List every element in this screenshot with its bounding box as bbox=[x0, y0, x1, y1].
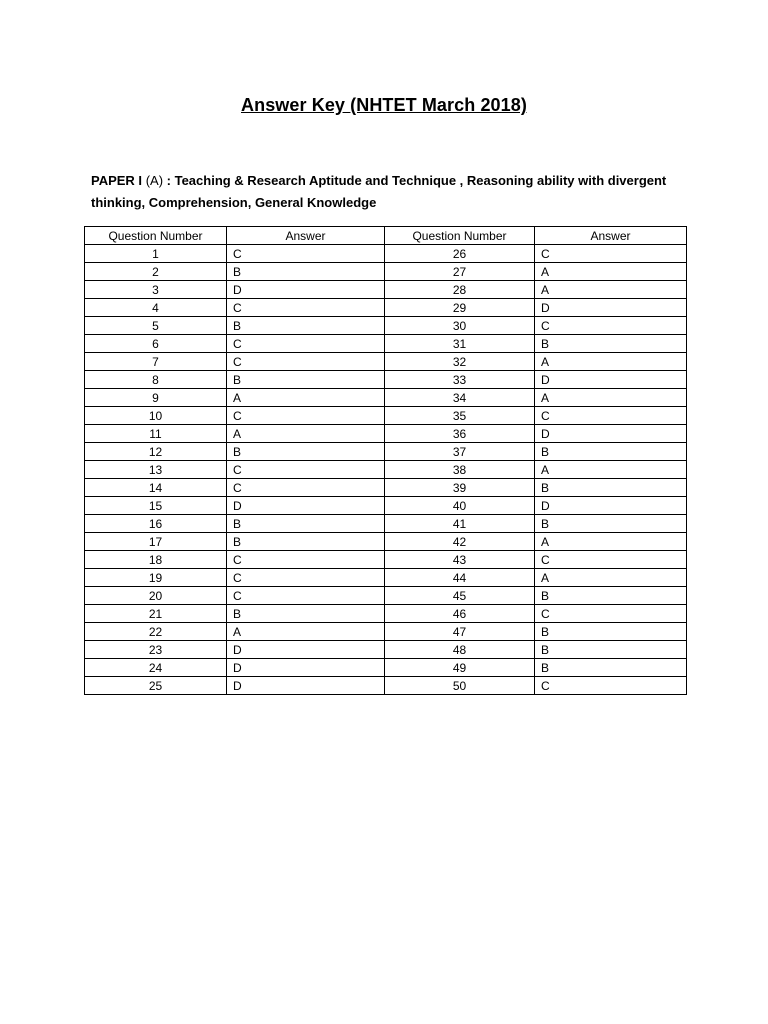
question-number-cell: 50 bbox=[385, 677, 535, 695]
table-row bbox=[85, 605, 687, 623]
answer-cell: D bbox=[535, 299, 687, 317]
paper-heading bbox=[91, 170, 691, 214]
answer-cell: B bbox=[535, 641, 687, 659]
table-row bbox=[85, 443, 687, 461]
paper-description: : Teaching & Research Aptitude and Technique , Reasoning ability with divergent thinking, Comprehension, General Knowledge bbox=[91, 173, 667, 210]
header-question-number-1: Question Number bbox=[85, 227, 227, 245]
answer-cell: A bbox=[535, 353, 687, 371]
answer-cell: C bbox=[535, 407, 687, 425]
table-row bbox=[85, 461, 687, 479]
question-number-cell: 49 bbox=[385, 659, 535, 677]
answer-cell: D bbox=[535, 497, 687, 515]
table-row bbox=[85, 371, 687, 389]
header-answer-1: Answer bbox=[227, 227, 385, 245]
answer-cell: D bbox=[227, 659, 385, 677]
table-row bbox=[85, 407, 687, 425]
question-number-cell: 43 bbox=[385, 551, 535, 569]
question-number-cell: 12 bbox=[85, 443, 227, 461]
answer-cell: B bbox=[227, 515, 385, 533]
answer-cell: A bbox=[227, 623, 385, 641]
answer-cell: C bbox=[227, 551, 385, 569]
question-number-cell: 46 bbox=[385, 605, 535, 623]
table-row bbox=[85, 281, 687, 299]
answer-key-table bbox=[84, 226, 687, 695]
question-number-cell: 24 bbox=[85, 659, 227, 677]
question-number-cell: 41 bbox=[385, 515, 535, 533]
table-row bbox=[85, 425, 687, 443]
table-row bbox=[85, 245, 687, 263]
table-row bbox=[85, 335, 687, 353]
question-number-cell: 47 bbox=[385, 623, 535, 641]
table-row bbox=[85, 317, 687, 335]
table-header-row bbox=[85, 227, 687, 245]
question-number-cell: 34 bbox=[385, 389, 535, 407]
table-row bbox=[85, 677, 687, 695]
question-number-cell: 6 bbox=[85, 335, 227, 353]
answer-cell: D bbox=[227, 281, 385, 299]
header-answer-2: Answer bbox=[535, 227, 687, 245]
answer-cell: B bbox=[535, 335, 687, 353]
table-row bbox=[85, 389, 687, 407]
question-number-cell: 17 bbox=[85, 533, 227, 551]
answer-cell: A bbox=[535, 533, 687, 551]
question-number-cell: 8 bbox=[85, 371, 227, 389]
answer-cell: C bbox=[227, 353, 385, 371]
question-number-cell: 11 bbox=[85, 425, 227, 443]
table-row bbox=[85, 551, 687, 569]
question-number-cell: 21 bbox=[85, 605, 227, 623]
table-row bbox=[85, 569, 687, 587]
answer-cell: C bbox=[535, 677, 687, 695]
table-row bbox=[85, 587, 687, 605]
question-number-cell: 5 bbox=[85, 317, 227, 335]
answer-cell: B bbox=[535, 443, 687, 461]
question-number-cell: 27 bbox=[385, 263, 535, 281]
answer-cell: C bbox=[227, 245, 385, 263]
question-number-cell: 10 bbox=[85, 407, 227, 425]
answer-cell: A bbox=[535, 389, 687, 407]
answer-cell: C bbox=[227, 335, 385, 353]
question-number-cell: 36 bbox=[385, 425, 535, 443]
question-number-cell: 40 bbox=[385, 497, 535, 515]
paper-part: (A) bbox=[145, 173, 164, 188]
question-number-cell: 35 bbox=[385, 407, 535, 425]
answer-cell: A bbox=[227, 425, 385, 443]
question-number-cell: 19 bbox=[85, 569, 227, 587]
question-number-cell: 15 bbox=[85, 497, 227, 515]
question-number-cell: 44 bbox=[385, 569, 535, 587]
question-number-cell: 25 bbox=[85, 677, 227, 695]
answer-cell: B bbox=[227, 317, 385, 335]
question-number-cell: 1 bbox=[85, 245, 227, 263]
answer-cell: B bbox=[535, 587, 687, 605]
question-number-cell: 37 bbox=[385, 443, 535, 461]
table-row bbox=[85, 515, 687, 533]
question-number-cell: 14 bbox=[85, 479, 227, 497]
answer-cell: B bbox=[227, 263, 385, 281]
question-number-cell: 2 bbox=[85, 263, 227, 281]
question-number-cell: 20 bbox=[85, 587, 227, 605]
table-row bbox=[85, 533, 687, 551]
answer-cell: A bbox=[535, 281, 687, 299]
table-row bbox=[85, 479, 687, 497]
answer-cell: D bbox=[535, 371, 687, 389]
answer-cell: D bbox=[227, 497, 385, 515]
answer-cell: C bbox=[227, 461, 385, 479]
answer-cell: C bbox=[535, 317, 687, 335]
table-row bbox=[85, 641, 687, 659]
table-row bbox=[85, 659, 687, 677]
question-number-cell: 42 bbox=[385, 533, 535, 551]
header-question-number-2: Question Number bbox=[385, 227, 535, 245]
answer-cell: B bbox=[535, 659, 687, 677]
answer-cell: B bbox=[227, 533, 385, 551]
table-row bbox=[85, 497, 687, 515]
answer-cell: B bbox=[227, 443, 385, 461]
table-row bbox=[85, 299, 687, 317]
answer-cell: A bbox=[535, 569, 687, 587]
answer-cell: D bbox=[227, 677, 385, 695]
answer-cell: B bbox=[535, 515, 687, 533]
answer-cell: C bbox=[227, 407, 385, 425]
question-number-cell: 38 bbox=[385, 461, 535, 479]
answer-cell: C bbox=[227, 587, 385, 605]
question-number-cell: 4 bbox=[85, 299, 227, 317]
answer-cell: D bbox=[227, 641, 385, 659]
question-number-cell: 31 bbox=[385, 335, 535, 353]
page-title: Answer Key (NHTET March 2018) bbox=[241, 95, 527, 115]
question-number-cell: 7 bbox=[85, 353, 227, 371]
answer-cell: B bbox=[227, 605, 385, 623]
question-number-cell: 22 bbox=[85, 623, 227, 641]
question-number-cell: 30 bbox=[385, 317, 535, 335]
question-number-cell: 9 bbox=[85, 389, 227, 407]
answer-cell: A bbox=[535, 461, 687, 479]
question-number-cell: 18 bbox=[85, 551, 227, 569]
question-number-cell: 28 bbox=[385, 281, 535, 299]
question-number-cell: 45 bbox=[385, 587, 535, 605]
paper-label: PAPER I bbox=[91, 173, 143, 188]
answer-cell: C bbox=[535, 605, 687, 623]
answer-cell: D bbox=[535, 425, 687, 443]
answer-cell: A bbox=[535, 263, 687, 281]
question-number-cell: 39 bbox=[385, 479, 535, 497]
question-number-cell: 48 bbox=[385, 641, 535, 659]
answer-cell: C bbox=[227, 299, 385, 317]
table-row bbox=[85, 353, 687, 371]
question-number-cell: 13 bbox=[85, 461, 227, 479]
answer-cell: C bbox=[227, 479, 385, 497]
answer-cell: B bbox=[227, 371, 385, 389]
answer-cell: A bbox=[227, 389, 385, 407]
question-number-cell: 33 bbox=[385, 371, 535, 389]
answer-cell: C bbox=[535, 551, 687, 569]
question-number-cell: 16 bbox=[85, 515, 227, 533]
answer-cell: B bbox=[535, 623, 687, 641]
answer-cell: C bbox=[227, 569, 385, 587]
question-number-cell: 23 bbox=[85, 641, 227, 659]
question-number-cell: 3 bbox=[85, 281, 227, 299]
answer-cell: B bbox=[535, 479, 687, 497]
table-body bbox=[85, 245, 687, 695]
question-number-cell: 29 bbox=[385, 299, 535, 317]
question-number-cell: 26 bbox=[385, 245, 535, 263]
table-row bbox=[85, 263, 687, 281]
answer-cell: C bbox=[535, 245, 687, 263]
table-row bbox=[85, 623, 687, 641]
question-number-cell: 32 bbox=[385, 353, 535, 371]
